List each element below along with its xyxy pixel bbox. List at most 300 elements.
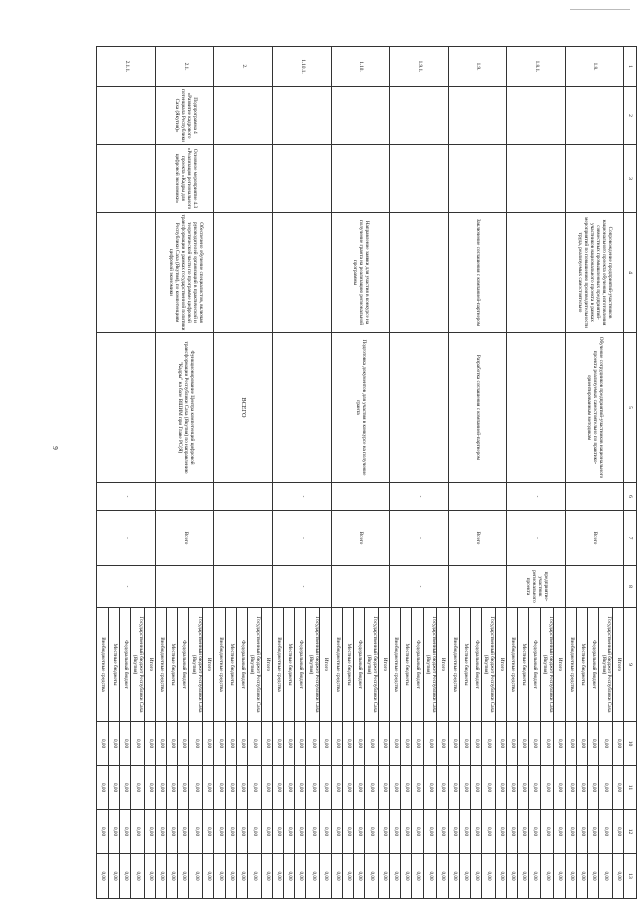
value-cell: 0,00 (412, 854, 423, 899)
source-cell: Федеральный бюджет (529, 608, 540, 722)
value-cell: 0,00 (495, 722, 506, 766)
result-cell (273, 213, 332, 333)
table-row (203, 47, 214, 899)
value-cell: 0,00 (353, 722, 364, 766)
document-cell (331, 566, 390, 608)
value-cell: 0,00 (612, 854, 623, 899)
control-point-cell: Подготовка документов для участия в конкурсе на получение гранта (331, 333, 390, 483)
source-cell: Местные бюджеты (108, 608, 119, 722)
value-cell: 0,00 (342, 766, 353, 810)
source-cell: Внебюджетные средства (214, 608, 225, 722)
value-cell: 0,00 (470, 766, 481, 810)
source-cell: Внебюджетные средства (507, 608, 518, 722)
source-cell: Внебюджетные средства (331, 608, 342, 722)
header-cell: 5 (624, 333, 637, 483)
value-cell: 0,00 (295, 766, 306, 810)
document-cell (214, 566, 273, 608)
main-event-cell (97, 145, 156, 213)
header-cell: 8 (624, 566, 637, 608)
value-cell: 0,00 (178, 722, 189, 766)
value-cell: 0,00 (189, 810, 203, 854)
value-cell: 0,00 (412, 766, 423, 810)
top-rule (570, 9, 630, 10)
executor-cell: - (273, 511, 332, 566)
source-cell: Федеральный бюджет (119, 608, 130, 722)
value-cell: 0,00 (97, 722, 109, 766)
value-cell: 0,00 (587, 722, 598, 766)
value-cell: 0,00 (295, 854, 306, 899)
value-cell: 0,00 (119, 722, 130, 766)
value-cell: 0,00 (203, 854, 214, 899)
value-cell: 0,00 (390, 854, 401, 899)
value-cell: 0,00 (225, 722, 236, 766)
value-cell: 0,00 (189, 854, 203, 899)
source-cell: Федеральный бюджет (178, 608, 189, 722)
source-cell: Федеральный бюджет (236, 608, 247, 722)
value-cell: 0,00 (214, 766, 225, 810)
value-cell: 0,00 (306, 722, 320, 766)
value-cell: 0,00 (203, 722, 214, 766)
source-cell: Итого (437, 608, 448, 722)
header-cell: 12 (624, 810, 637, 854)
deadline-cell (331, 483, 390, 511)
value-cell: 0,00 (459, 722, 470, 766)
row-number-cell: 1.8. (565, 47, 624, 87)
value-cell: 0,00 (529, 810, 540, 854)
source-cell: Итого (144, 608, 155, 722)
value-cell: 0,00 (97, 810, 109, 854)
deadline-cell: - (273, 483, 332, 511)
value-cell: 0,00 (261, 854, 272, 899)
value-cell: 0,00 (320, 810, 331, 854)
row-number-cell: 1.8.1. (507, 47, 566, 87)
control-point-cell: Обучение сотрудников предприятий-участников национального проекта реализуемых самостоятельно по практико-ориентированным методикам (565, 333, 624, 483)
main-event-cell: Основное мероприятие 4.3 «Реализация регионального проекта «Кадры для цифровой экономики» (155, 145, 214, 213)
result-cell: Направление заявки для участия в конкурсе на получение гранта на реализацию региональной программы (331, 213, 390, 333)
value-cell: 0,00 (599, 810, 613, 854)
result-cell (507, 213, 566, 333)
table-body (97, 47, 637, 899)
value-cell: 0,00 (437, 854, 448, 899)
value-cell: 0,00 (507, 722, 518, 766)
value-cell: 0,00 (448, 854, 459, 899)
value-cell: 0,00 (401, 854, 412, 899)
value-cell: 0,00 (108, 722, 119, 766)
result-cell (97, 213, 156, 333)
deadline-cell (565, 483, 624, 511)
value-cell: 0,00 (482, 766, 496, 810)
subprogram-cell (507, 87, 566, 145)
value-cell: 0,00 (599, 722, 613, 766)
value-cell: 0,00 (261, 766, 272, 810)
source-cell: Итого (495, 608, 506, 722)
main-event-cell (565, 145, 624, 213)
source-cell: Местные бюджеты (167, 608, 178, 722)
table-row (437, 47, 448, 899)
subprogram-cell (97, 87, 156, 145)
control-point-cell (273, 333, 332, 483)
source-cell: Итого (261, 608, 272, 722)
table-row (320, 47, 331, 899)
value-cell: 0,00 (203, 810, 214, 854)
value-cell: 0,00 (576, 810, 587, 854)
source-cell: Государственный бюджет Республики Саха (Якутия) (540, 608, 554, 722)
result-cell: Сопровождение предприятий-участников национального проекта обучения, изготовления совместных промышленных предприятий-участников национального проекта в рамках мероприятий по повышению производительности труда, реализуемых самостоятельно (565, 213, 624, 333)
main-event-cell (507, 145, 566, 213)
value-cell: 0,00 (236, 766, 247, 810)
value-cell: 0,00 (295, 722, 306, 766)
source-cell: Итого (203, 608, 214, 722)
subprogram-cell (214, 87, 273, 145)
value-cell: 0,00 (437, 766, 448, 810)
value-cell: 0,00 (495, 766, 506, 810)
executor-cell (214, 511, 273, 566)
value-cell: 0,00 (507, 854, 518, 899)
subprogram-cell (448, 87, 507, 145)
subprogram-cell (565, 87, 624, 145)
source-cell: Государственный бюджет Республики Саха (Якутия) (423, 608, 437, 722)
header-cell: 6 (624, 483, 637, 511)
value-cell: 0,00 (225, 766, 236, 810)
source-cell: Итого (320, 608, 331, 722)
value-cell: 0,00 (225, 854, 236, 899)
value-cell: 0,00 (518, 766, 529, 810)
value-cell: 0,00 (130, 810, 144, 854)
value-cell: 0,00 (236, 854, 247, 899)
value-cell: 0,00 (587, 854, 598, 899)
result-cell (214, 213, 273, 333)
control-point-cell: Функционирование Центра компетенций цифровой трансформации Республики Саха (Якутия) по направлению "Кадры" на базе ВШИМ при Главе РС(Я) (155, 333, 214, 483)
value-cell: 0,00 (167, 854, 178, 899)
document-cell: - (97, 566, 156, 608)
source-cell: Государственный бюджет Республики Саха (Якутия) (130, 608, 144, 722)
value-cell: 0,00 (273, 766, 284, 810)
result-cell (390, 213, 449, 333)
row-number-cell: 2. (214, 47, 273, 87)
value-cell: 0,00 (189, 722, 203, 766)
value-cell: 0,00 (518, 810, 529, 854)
value-cell: 0,00 (612, 810, 623, 854)
source-cell: Итого (554, 608, 565, 722)
value-cell: 0,00 (365, 854, 379, 899)
source-cell: Федеральный бюджет (587, 608, 598, 722)
value-cell: 0,00 (507, 766, 518, 810)
main-event-cell (273, 145, 332, 213)
value-cell: 0,00 (130, 722, 144, 766)
value-cell: 0,00 (130, 854, 144, 899)
source-cell: Внебюджетные средства (155, 608, 166, 722)
value-cell: 0,00 (378, 766, 389, 810)
value-cell: 0,00 (144, 722, 155, 766)
value-cell: 0,00 (144, 810, 155, 854)
source-cell: Федеральный бюджет (353, 608, 364, 722)
value-cell: 0,00 (448, 722, 459, 766)
value-cell: 0,00 (423, 854, 437, 899)
row-number-cell: 1.9.1. (390, 47, 449, 87)
value-cell: 0,00 (247, 766, 261, 810)
value-cell: 0,00 (576, 766, 587, 810)
value-cell: 0,00 (284, 722, 295, 766)
value-cell: 0,00 (390, 766, 401, 810)
table-row (144, 47, 155, 899)
value-cell: 0,00 (470, 722, 481, 766)
executor-cell: - (507, 511, 566, 566)
result-cell: Заключение соглашения с компанией-партнером (448, 213, 507, 333)
value-cell: 0,00 (495, 854, 506, 899)
rotated-table-wrapper (96, 46, 637, 898)
value-cell: 0,00 (108, 854, 119, 899)
row-number-cell: 1.9. (448, 47, 507, 87)
value-cell: 0,00 (482, 854, 496, 899)
page-number: 9 (51, 446, 59, 450)
header-cell: 13 (624, 854, 637, 899)
header-cell: 11 (624, 766, 637, 810)
source-cell: Местные бюджеты (284, 608, 295, 722)
source-cell: Местные бюджеты (576, 608, 587, 722)
deadline-cell: - (390, 483, 449, 511)
source-cell: Внебюджетные средства (390, 608, 401, 722)
source-cell: Государственный бюджет Республики Саха (Якутия) (599, 608, 613, 722)
value-cell: 0,00 (365, 722, 379, 766)
budget-table (96, 46, 637, 899)
row-number-cell: 1.10. (331, 47, 390, 87)
value-cell: 0,00 (554, 854, 565, 899)
value-cell: 0,00 (401, 722, 412, 766)
header-cell: 4 (624, 213, 637, 333)
value-cell: 0,00 (155, 766, 166, 810)
source-cell: Внебюджетные средства (97, 608, 109, 722)
value-cell: 0,00 (518, 722, 529, 766)
control-point-cell (97, 333, 156, 483)
value-cell: 0,00 (529, 722, 540, 766)
value-cell: 0,00 (565, 854, 576, 899)
subprogram-cell (331, 87, 390, 145)
value-cell: 0,00 (225, 810, 236, 854)
document-cell (448, 566, 507, 608)
value-cell: 0,00 (130, 766, 144, 810)
row-number-cell: 2.1.1. (97, 47, 156, 87)
value-cell: 0,00 (320, 854, 331, 899)
value-cell: 0,00 (401, 810, 412, 854)
value-cell: 0,00 (284, 810, 295, 854)
deadline-cell: - (507, 483, 566, 511)
value-cell: 0,00 (306, 854, 320, 899)
main-event-cell (214, 145, 273, 213)
row-number-cell: 1.10.1. (273, 47, 332, 87)
value-cell: 0,00 (342, 722, 353, 766)
table-row (612, 47, 623, 899)
value-cell: 0,00 (331, 766, 342, 810)
value-cell: 0,00 (353, 810, 364, 854)
executor-cell: Всего (155, 511, 214, 566)
value-cell: 0,00 (353, 766, 364, 810)
value-cell: 0,00 (565, 722, 576, 766)
value-cell: 0,00 (495, 810, 506, 854)
value-cell: 0,00 (437, 810, 448, 854)
value-cell: 0,00 (247, 854, 261, 899)
source-cell: Местные бюджеты (225, 608, 236, 722)
source-cell: Государственный бюджет Республики Саха (Якутия) (365, 608, 379, 722)
value-cell: 0,00 (119, 810, 130, 854)
value-cell: 0,00 (459, 854, 470, 899)
value-cell: 0,00 (261, 810, 272, 854)
value-cell: 0,00 (507, 810, 518, 854)
value-cell: 0,00 (529, 766, 540, 810)
value-cell: 0,00 (554, 810, 565, 854)
value-cell: 0,00 (540, 854, 554, 899)
document-cell: - (273, 566, 332, 608)
value-cell: 0,00 (178, 766, 189, 810)
value-cell: 0,00 (540, 722, 554, 766)
control-point-cell: ВСЕГО (214, 333, 273, 483)
value-cell: 0,00 (306, 766, 320, 810)
value-cell: 0,00 (518, 854, 529, 899)
value-cell: 0,00 (554, 766, 565, 810)
document-cell (565, 566, 624, 608)
deadline-cell (155, 483, 214, 511)
table-row (261, 47, 272, 899)
value-cell: 0,00 (273, 854, 284, 899)
result-cell: Обеспечено обучение специалистов, включая руководителей организаций в практической и теоретической части по программе цифровой трансформации в рамках государственной политики Республики Саха (Якутия), по компетенциям цифровой экономики (155, 213, 214, 333)
value-cell: 0,00 (155, 854, 166, 899)
document-cell: предприятие-участник регионального проекта (507, 566, 566, 608)
source-cell: Местные бюджеты (401, 608, 412, 722)
source-cell: Местные бюджеты (518, 608, 529, 722)
value-cell: 0,00 (214, 810, 225, 854)
value-cell: 0,00 (587, 766, 598, 810)
value-cell: 0,00 (437, 722, 448, 766)
source-cell: Внебюджетные средства (273, 608, 284, 722)
value-cell: 0,00 (423, 810, 437, 854)
executor-cell: Всего (565, 511, 624, 566)
value-cell: 0,00 (599, 766, 613, 810)
source-cell: Местные бюджеты (459, 608, 470, 722)
value-cell: 0,00 (482, 722, 496, 766)
header-row (624, 47, 637, 899)
value-cell: 0,00 (459, 810, 470, 854)
source-cell: Государственный бюджет Республики Саха (Якутия) (306, 608, 320, 722)
value-cell: 0,00 (565, 766, 576, 810)
header-cell: 3 (624, 145, 637, 213)
deadline-cell (214, 483, 273, 511)
value-cell: 0,00 (306, 810, 320, 854)
value-cell: 0,00 (284, 766, 295, 810)
subprogram-cell: Подпрограмма 4 «Развитие кадрового потенциала Республики Саха (Якутия)» (155, 87, 214, 145)
value-cell: 0,00 (612, 766, 623, 810)
value-cell: 0,00 (203, 766, 214, 810)
value-cell: 0,00 (412, 722, 423, 766)
value-cell: 0,00 (155, 810, 166, 854)
value-cell: 0,00 (97, 854, 109, 899)
value-cell: 0,00 (342, 810, 353, 854)
executor-cell: - (97, 511, 156, 566)
value-cell: 0,00 (378, 810, 389, 854)
control-point-cell (507, 333, 566, 483)
value-cell: 0,00 (448, 766, 459, 810)
value-cell: 0,00 (390, 722, 401, 766)
main-event-cell (390, 145, 449, 213)
table-row (495, 47, 506, 899)
source-cell: Федеральный бюджет (295, 608, 306, 722)
source-cell: Внебюджетные средства (565, 608, 576, 722)
value-cell: 0,00 (401, 766, 412, 810)
value-cell: 0,00 (261, 722, 272, 766)
document-cell: - (390, 566, 449, 608)
value-cell: 0,00 (331, 722, 342, 766)
value-cell: 0,00 (119, 854, 130, 899)
value-cell: 0,00 (108, 810, 119, 854)
subprogram-cell (273, 87, 332, 145)
value-cell: 0,00 (320, 722, 331, 766)
executor-cell: Всего (448, 511, 507, 566)
value-cell: 0,00 (331, 810, 342, 854)
main-event-cell (331, 145, 390, 213)
value-cell: 0,00 (412, 810, 423, 854)
source-cell: Федеральный бюджет (470, 608, 481, 722)
value-cell: 0,00 (167, 722, 178, 766)
value-cell: 0,00 (470, 854, 481, 899)
document-cell (155, 566, 214, 608)
value-cell: 0,00 (565, 810, 576, 854)
source-cell: Итого (378, 608, 389, 722)
value-cell: 0,00 (365, 766, 379, 810)
value-cell: 0,00 (540, 810, 554, 854)
value-cell: 0,00 (167, 810, 178, 854)
value-cell: 0,00 (155, 722, 166, 766)
source-cell: Государственный бюджет Республики Саха (Якутия) (189, 608, 203, 722)
header-cell: 1 (624, 47, 637, 87)
value-cell: 0,00 (167, 766, 178, 810)
value-cell: 0,00 (236, 810, 247, 854)
value-cell: 0,00 (448, 810, 459, 854)
value-cell: 0,00 (576, 854, 587, 899)
source-cell: Местные бюджеты (342, 608, 353, 722)
value-cell: 0,00 (390, 810, 401, 854)
value-cell: 0,00 (247, 810, 261, 854)
value-cell: 0,00 (214, 854, 225, 899)
table-row (378, 47, 389, 899)
value-cell: 0,00 (214, 722, 225, 766)
value-cell: 0,00 (189, 766, 203, 810)
value-cell: 0,00 (144, 766, 155, 810)
deadline-cell (448, 483, 507, 511)
source-cell: Федеральный бюджет (412, 608, 423, 722)
value-cell: 0,00 (247, 722, 261, 766)
value-cell: 0,00 (119, 766, 130, 810)
control-point-cell (390, 333, 449, 483)
row-number-cell: 2.1. (155, 47, 214, 87)
value-cell: 0,00 (273, 810, 284, 854)
value-cell: 0,00 (378, 722, 389, 766)
value-cell: 0,00 (331, 854, 342, 899)
value-cell: 0,00 (284, 854, 295, 899)
header-cell: 2 (624, 87, 637, 145)
table-row (554, 47, 565, 899)
value-cell: 0,00 (295, 810, 306, 854)
control-point-cell: Разработка соглашения с компанией-партнером (448, 333, 507, 483)
value-cell: 0,00 (97, 766, 109, 810)
value-cell: 0,00 (320, 766, 331, 810)
value-cell: 0,00 (178, 854, 189, 899)
value-cell: 0,00 (482, 810, 496, 854)
source-cell: Внебюджетные средства (448, 608, 459, 722)
value-cell: 0,00 (378, 854, 389, 899)
value-cell: 0,00 (576, 722, 587, 766)
value-cell: 0,00 (612, 722, 623, 766)
header-cell: 7 (624, 511, 637, 566)
value-cell: 0,00 (423, 722, 437, 766)
value-cell: 0,00 (459, 766, 470, 810)
